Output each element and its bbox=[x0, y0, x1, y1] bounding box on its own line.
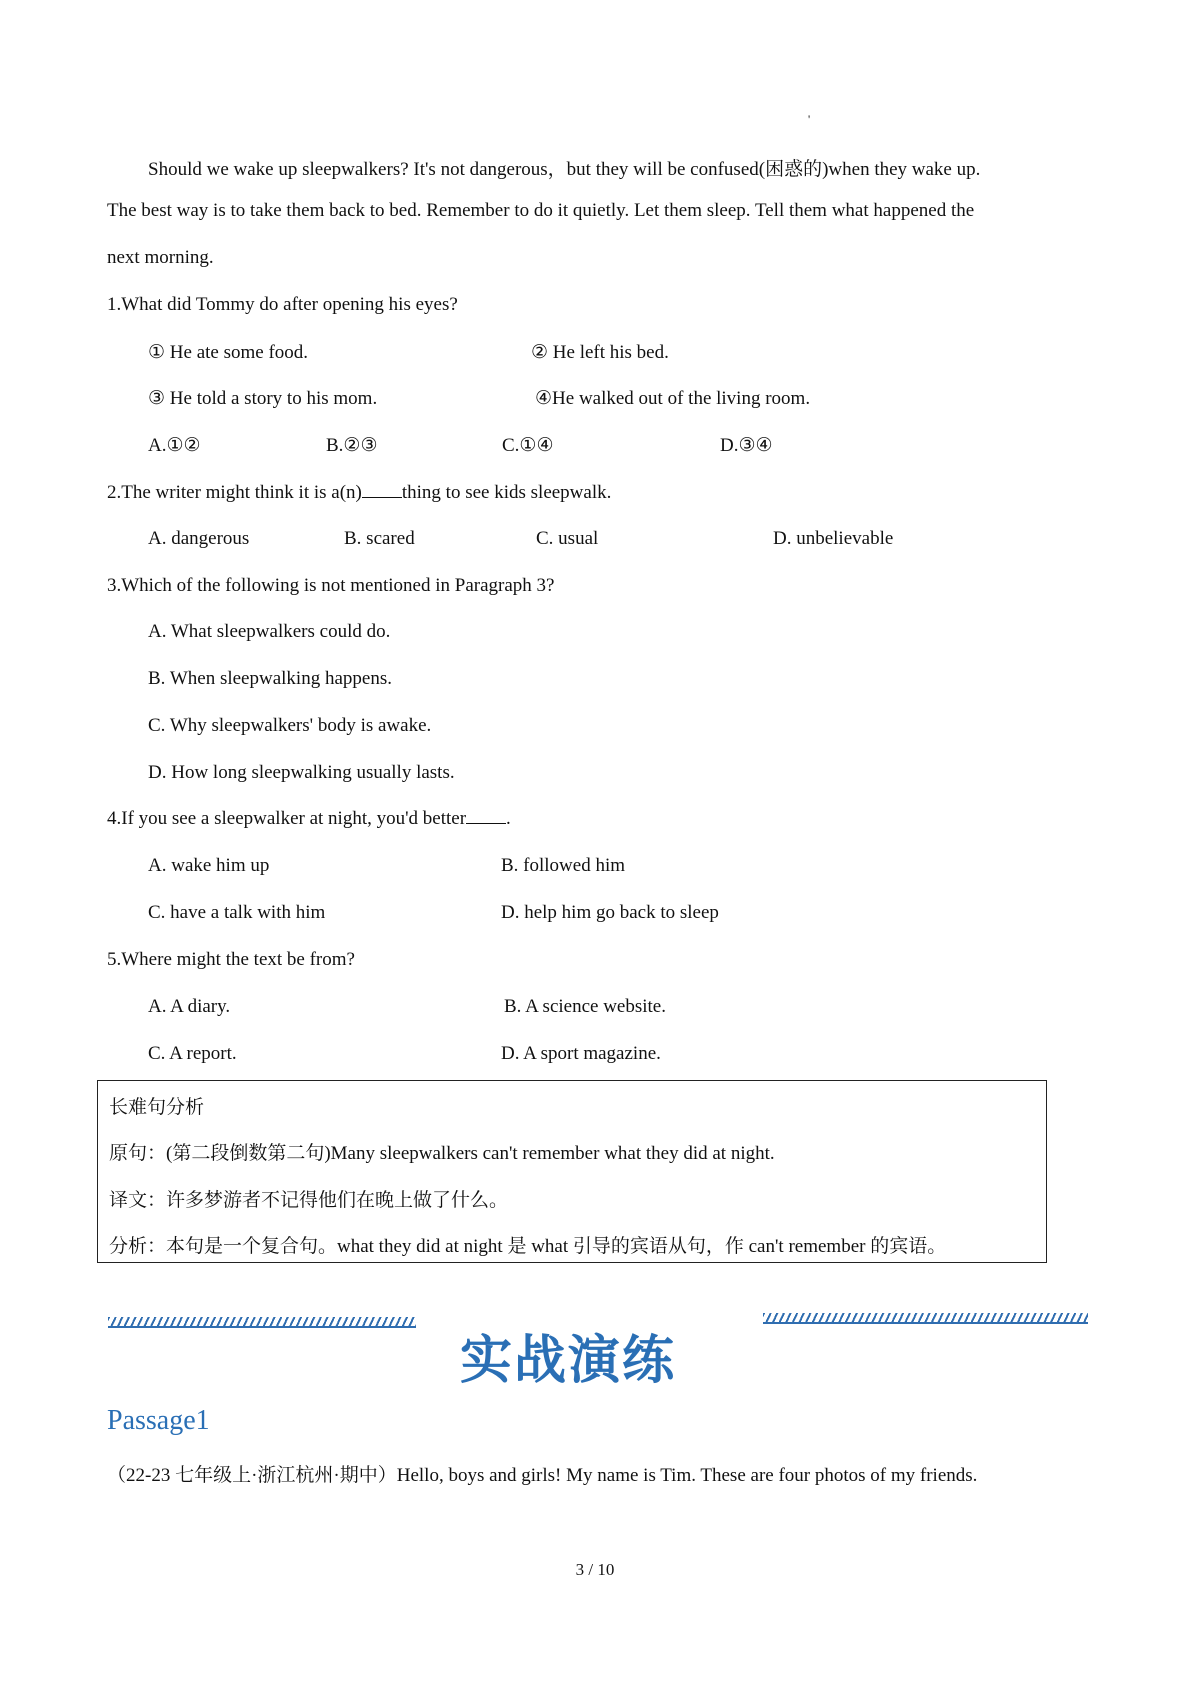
q5-option-a[interactable]: A. A diary. bbox=[148, 996, 231, 1017]
q4-blank[interactable] bbox=[466, 822, 506, 824]
q3-option-d[interactable]: D. How long sleepwalking usually lasts. bbox=[148, 762, 455, 783]
question-5-stem: 5.Where might the text be from? bbox=[107, 949, 355, 970]
passage-intro: （22-23 七年级上·浙江杭州·期中）Hello, boys and girls! My name is Tim. These are four photos of my friends. bbox=[107, 1465, 978, 1486]
analysis-original: 原句：(第二段倒数第二句)Many sleepwalkers can't remember what they did at night. bbox=[109, 1143, 775, 1164]
q1-option-d[interactable]: D.③④ bbox=[720, 435, 773, 456]
page-number: 3 / 10 bbox=[575, 1560, 615, 1579]
passage-title: Passage1 bbox=[107, 1405, 210, 1436]
q1-item-4: ④He walked out of the living room. bbox=[535, 388, 811, 409]
q4-option-a[interactable]: A. wake him up bbox=[148, 855, 270, 876]
paragraph-line-2: The best way is to take them back to bed. Remember to do it quietly. Let them sleep. Tell them what happened the bbox=[107, 200, 975, 221]
q2-option-b[interactable]: B. scared bbox=[344, 528, 415, 549]
q2-stem-before: 2.The writer might think it is a(n) bbox=[107, 482, 362, 503]
q1-option-b[interactable]: B.②③ bbox=[326, 435, 378, 456]
question-2-stem bbox=[107, 482, 611, 504]
q1-option-a[interactable]: A.①② bbox=[148, 435, 201, 456]
q1-item-3: ③ He told a story to his mom. bbox=[148, 388, 378, 409]
paragraph-line-3: next morning. bbox=[107, 247, 214, 268]
analysis-explanation: 分析：本句是一个复合句。what they did at night 是 what 引导的宾语从句，作 can't remember 的宾语。 bbox=[109, 1236, 947, 1257]
analysis-heading: 长难句分析 bbox=[109, 1097, 205, 1118]
q2-stem-after: thing to see kids sleepwalk. bbox=[401, 482, 612, 503]
q3-option-b[interactable]: B. When sleepwalking happens. bbox=[148, 668, 392, 689]
q5-option-c[interactable]: C. A report. bbox=[148, 1043, 237, 1064]
q3-option-c[interactable]: C. Why sleepwalkers' body is awake. bbox=[148, 715, 432, 736]
q5-option-d[interactable]: D. A sport magazine. bbox=[501, 1043, 661, 1064]
analysis-box bbox=[97, 1080, 1047, 1263]
question-1-stem: 1.What did Tommy do after opening his eyes? bbox=[107, 294, 458, 315]
q1-option-c[interactable]: C.①④ bbox=[502, 435, 554, 456]
question-3-stem: 3.Which of the following is not mentioned in Paragraph 3? bbox=[107, 575, 555, 596]
question-4-stem bbox=[107, 808, 511, 830]
q2-option-c[interactable]: C. usual bbox=[536, 528, 599, 549]
q2-option-d[interactable]: D. unbelievable bbox=[773, 528, 894, 549]
top-mark: ' bbox=[808, 112, 811, 126]
q4-stem-after: . bbox=[506, 808, 511, 829]
q3-option-a[interactable]: A. What sleepwalkers could do. bbox=[148, 621, 391, 642]
banner-stripe-left bbox=[108, 1317, 416, 1328]
paragraph-line-1: Should we wake up sleepwalkers? It's not dangerous，but they will be confused(困惑的)when they wake up. bbox=[148, 159, 981, 180]
q2-option-a[interactable]: A. dangerous bbox=[148, 528, 250, 549]
q5-option-b[interactable]: B. A science website. bbox=[504, 996, 666, 1017]
section-title: 实战演练 bbox=[460, 1331, 677, 1391]
q1-item-2: ② He left his bed. bbox=[531, 342, 669, 363]
banner-stripe-right bbox=[763, 1313, 1088, 1324]
q4-option-c[interactable]: C. have a talk with him bbox=[148, 902, 326, 923]
q1-item-1: ① He ate some food. bbox=[148, 342, 309, 363]
q4-option-d[interactable]: D. help him go back to sleep bbox=[501, 902, 719, 923]
q4-stem-before: 4.If you see a sleepwalker at night, you'd better bbox=[107, 808, 467, 829]
analysis-translation: 译文：许多梦游者不记得他们在晚上做了什么。 bbox=[109, 1190, 509, 1211]
q4-option-b[interactable]: B. followed him bbox=[501, 855, 626, 876]
q2-blank[interactable] bbox=[362, 496, 402, 498]
